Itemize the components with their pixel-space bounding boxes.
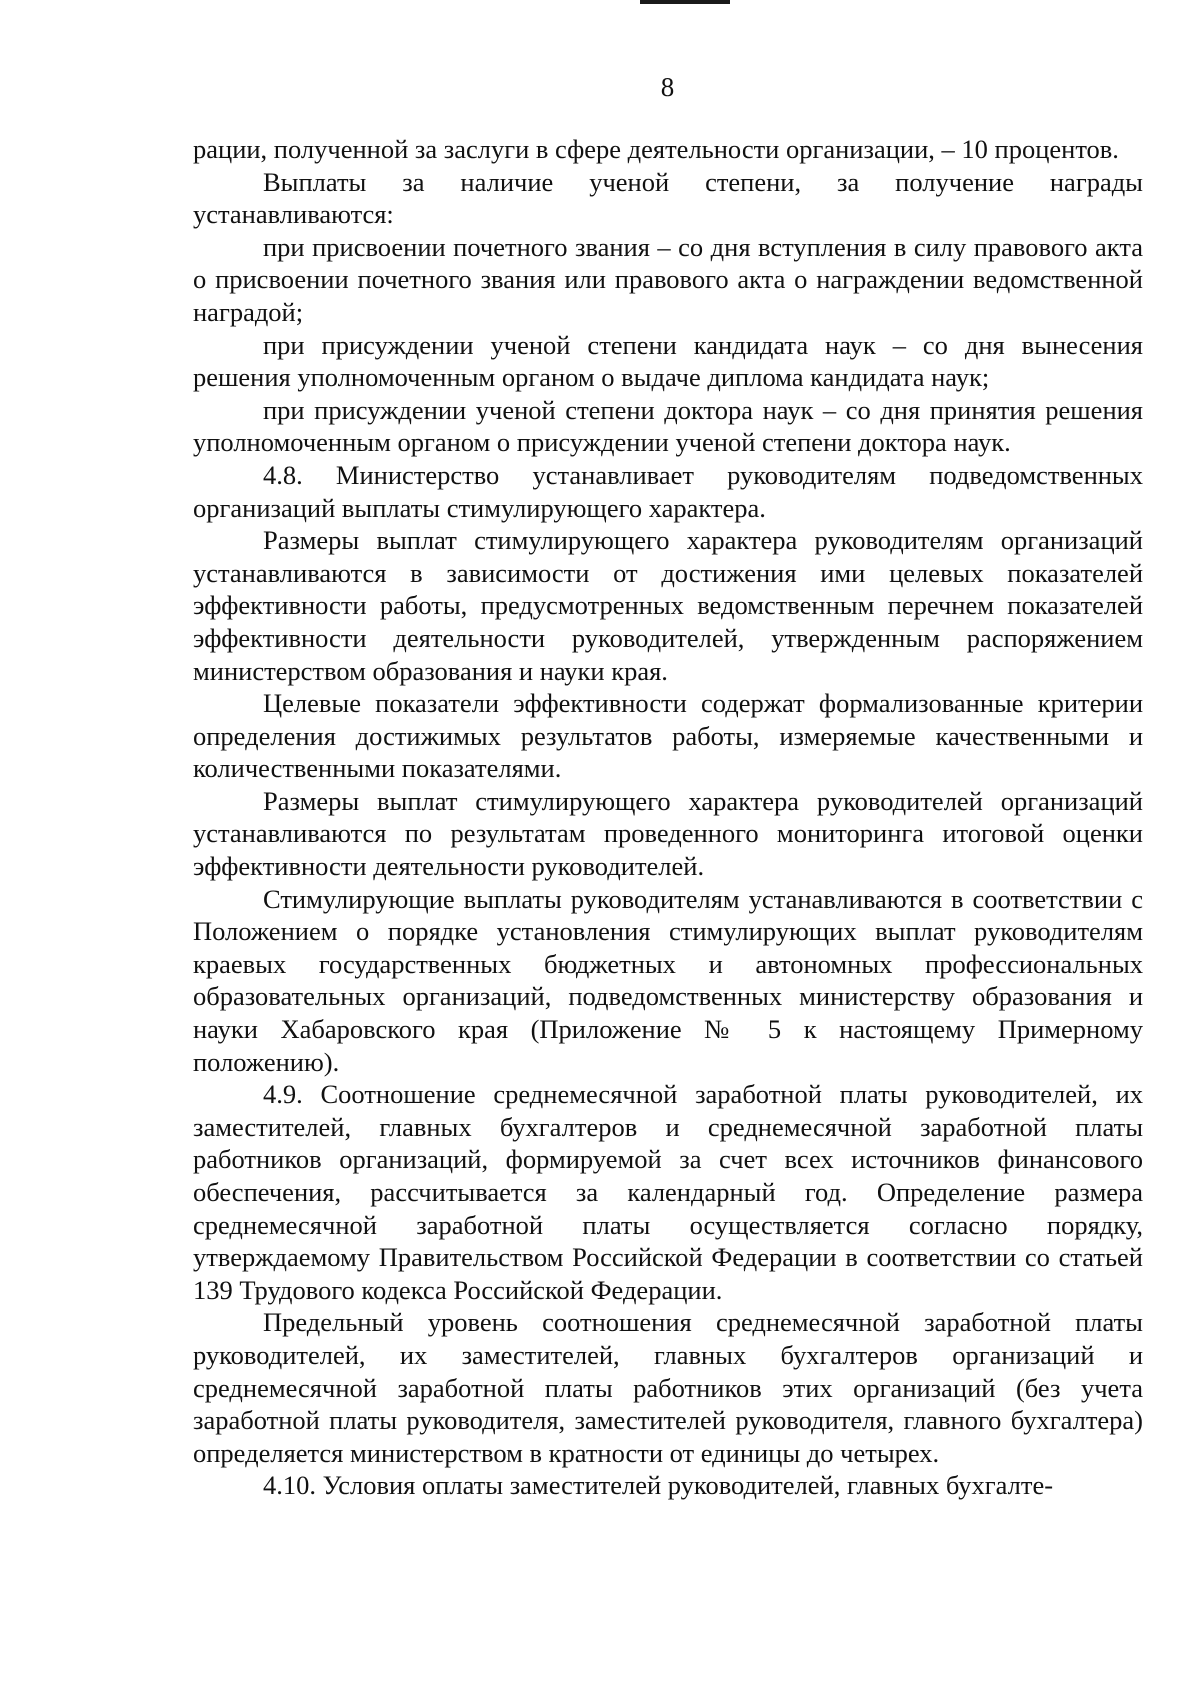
paragraph-11: 4.9. Соотношение среднемесячной заработной платы руководителей, их заместителей, главных бухгалтеров и среднемесячной заработной платы работников организаций, формируемой за счет всех источников финансового обеспечения, рассчитывается за календарный год. Определение размера среднемесячной заработной платы осуществляется согласно порядку, утверждаемому Правительством Российской Федерации в соответствии со статьей 139 Трудового кодекса Российской Федерации. — [193, 1079, 1143, 1305]
page-number: 8 — [660, 72, 675, 102]
scan-artifact-mark — [640, 0, 730, 4]
paragraph-8: Целевые показатели эффективности содержат формализованные критерии определения достижимых результатов работы, измеряемые качественными и количественными показателями. — [193, 688, 1143, 784]
paragraph-7: Размеры выплат стимулирующего характера руководителям организаций устанавливаются в зависимости от достижения ими целевых показателей эффективности работы, предусмотренных ведомственным перечнем показателей эффективности деятельности руководителей, утвержденным распоряжением министерством образования и науки края. — [193, 525, 1143, 686]
paragraph-4: при присуждении ученой степени кандидата наук – со дня вынесения решения уполномоченным органом о выдаче диплома кандидата наук; — [193, 329, 1143, 393]
paragraph-12: Предельный уровень соотношения среднемесячной заработной платы руководителей, их заместителей, главных бухгалтеров организаций и среднемесячной заработной платы работников этих организаций (без учета заработной платы руководителя, заместителей руководителя, главного бухгалтера) определяется министерством в кратности от единицы до четырех. — [193, 1307, 1143, 1468]
paragraph-3: при присвоении почетного звания – со дня вступления в силу правового акта о присвоении почетного звания или правового акта о награждении ведомственной наградой; — [193, 231, 1143, 327]
paragraph-6: 4.8. Министерство устанавливает руководителям подведомственных организаций выплаты стимулирующего характера. — [193, 459, 1143, 523]
paragraph-13: 4.10. Условия оплаты заместителей руководителей, главных бухгалте- — [263, 1470, 1054, 1501]
paragraph-2: Выплаты за наличие ученой степени, за получение награды устанавливаются: — [193, 166, 1143, 230]
paragraph-5: при присуждении ученой степени доктора наук – со дня принятия решения уполномоченным органом о присуждении ученой степени доктора наук. — [193, 394, 1143, 458]
document-body — [193, 133, 1143, 1502]
paragraph-10: Стимулирующие выплаты руководителям устанавливаются в соответствии с Положением о порядке установления стимулирующих выплат руководителям краевых государственных бюджетных и автономных профессиональных образовательных организаций, подведомственных министерству образования и науки Хабаровского края (Приложение № 5 к настоящему Примерному положению). — [193, 883, 1143, 1077]
paragraph-9: Размеры выплат стимулирующего характера руководителей организаций устанавливаются по результатам проведенного мониторинга итоговой оценки эффективности деятельности руководителей. — [193, 785, 1143, 882]
paragraph-1: рации, полученной за заслуги в сфере деятельности организации, – 10 процентов. — [193, 134, 1119, 164]
